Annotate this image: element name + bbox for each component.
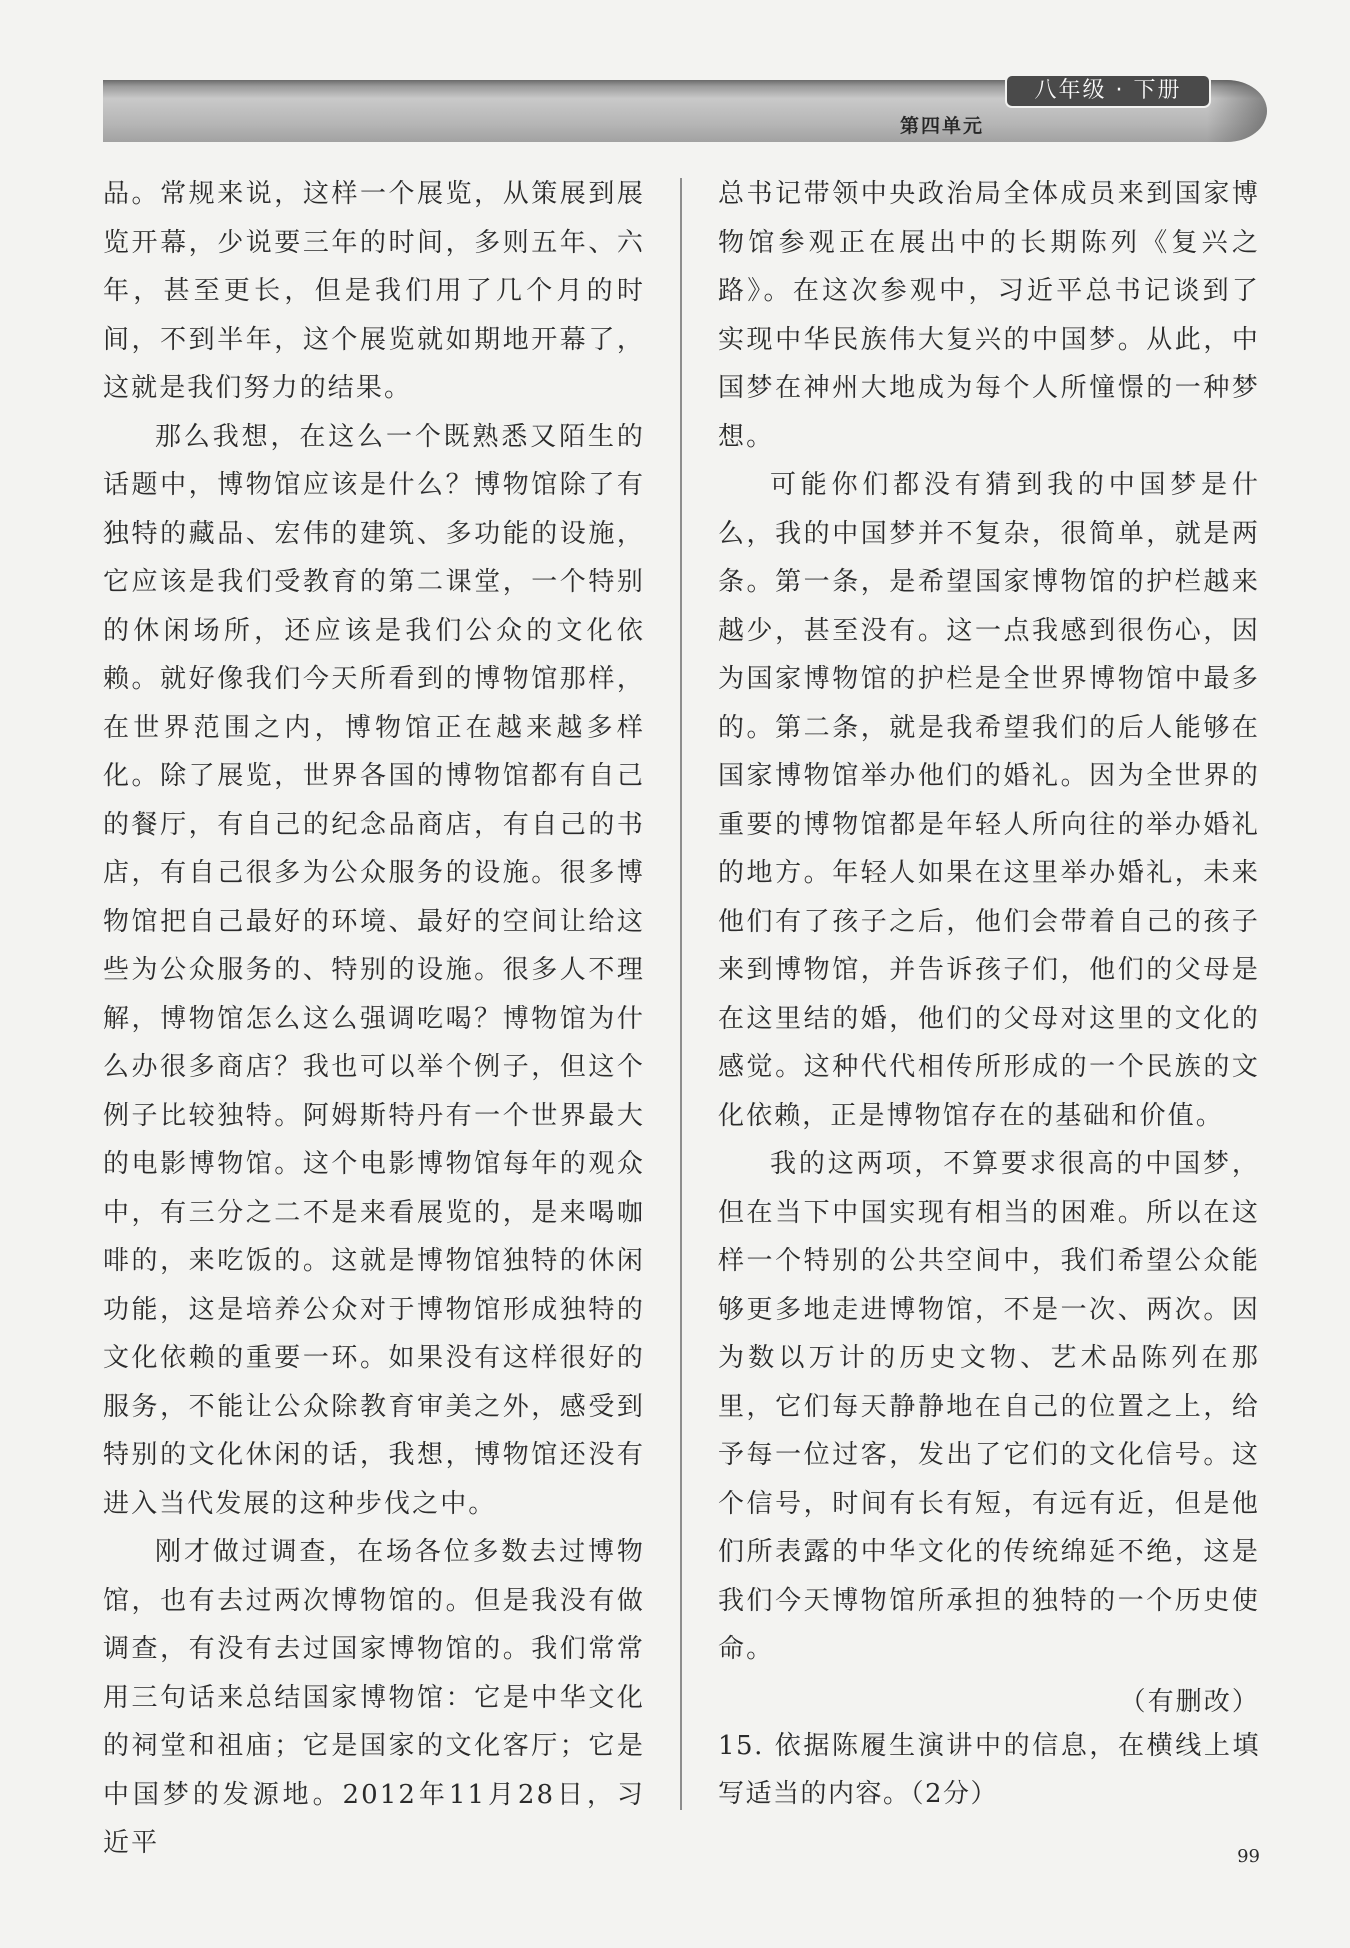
paragraph: 可能你们都没有猜到我的中国梦是什么，我的中国梦并不复杂，很简单，就是两条。第一条，是希望国家博物馆的护栏越来越少，甚至没有。这一点我感到很伤心，因为国家博物馆的护栏是全世界博物馆中最多的。第二条，就是我希望我们的后人能够在国家博物馆举办他们的婚礼。因为全世界的重要的博物馆都是年轻人所向往的举办婚礼的地方。年轻人如果在这里举办婚礼，未来他们有了孩子之后，他们会带着自己的孩子来到博物馆，并告诉孩子们，他们的父母是在这里结的婚，他们的父母对这里的文化的感觉。这种代代相传所形成的一个民族的文化依赖，正是博物馆存在的基础和价值。 bbox=[718, 470, 1260, 1131]
question-15: 15. 依据陈履生演讲中的信息，在横线上填写适当的内容。（2分） bbox=[718, 1731, 1260, 1809]
source-note: （有删改） bbox=[1119, 1686, 1260, 1717]
paragraph: 那么我想，在这么一个既熟悉又陌生的话题中，博物馆应该是什么？博物馆除了有独特的藏品、宏伟的建筑、多功能的设施，它应该是我们受教育的第二课堂，一个特别的休闲场所，还应该是我们公众的文化依赖。就好像我们今天所看到的博物馆那样，在世界范围之内，博物馆正在越来越多样化。除了展览，世界各国的博物馆都有自己的餐厅，有自己的纪念品商店，有自己的书店，有自己很多为公众服务的设施。很多博物馆把自己最好的环境、最好的空间让给这些为公众服务的、特别的设施。很多人不理解，博物馆怎么这么强调吃喝？博物馆为什么办很多商店？我也可以举个例子，但这个例子比较独特。阿姆斯特丹有一个世界最大的电影博物馆。这个电影博物馆每年的观众中，有三分之二不是来看展览的，是来喝咖啡的，来吃饭的。这就是博物馆独特的休闲功能，这是培养公众对于博物馆形成独特的文化依赖的重要一环。如果没有这样很好的服务，不能让公众除教育审美之外，感受到特别的文化休闲的话，我想，博物馆还没有进入当代发展的这种步伐之中。 bbox=[103, 421, 645, 1519]
paragraph: 刚才做过调查，在场各位多数去过博物馆，也有去过两次博物馆的。但是我没有做调查，有没有去过国家博物馆的。我们常常用三句话来总结国家博物馆：它是中华文化的祠堂和祖庙；它是国家的文化客厅；它是中国梦的发源地。2012年11月28日，习近平 bbox=[103, 1537, 645, 1858]
unit-label: 第四单元 bbox=[900, 115, 985, 137]
left-column bbox=[103, 170, 645, 1868]
page-number: 99 bbox=[1237, 1846, 1260, 1867]
paragraph: 总书记带领中央政治局全体成员来到国家博物馆参观正在展出中的长期陈列《复兴之路》。在这次参观中，习近平总书记谈到了实现中华民族伟大复兴的中国梦。从此，中国梦在神州大地成为每个人所憧憬的一种梦想。 bbox=[718, 179, 1260, 452]
paragraph: 我的这两项，不算要求很高的中国梦，但在当下中国实现有相当的困难。所以在这样一个特别的公共空间中，我们希望公众能够更多地走进博物馆，不是一次、两次。因为数以万计的历史文物、艺术品陈列在那里，它们每天静静地在自己的位置之上，给予每一位过客，发出了它们的文化信号。这个信号，时间有长有短，有远有近，但是他们所表露的中华文化的传统绵延不绝，这是我们今天博物馆所承担的独特的一个历史使命。 bbox=[718, 1149, 1260, 1664]
column-divider bbox=[680, 178, 682, 1810]
grade-tag: 八年级 · 下册 bbox=[1005, 74, 1211, 108]
right-column bbox=[718, 170, 1260, 1726]
paragraph: 品。常规来说，这样一个展览，从策展到展览开幕，少说要三年的时间，多则五年、六年，甚至更长，但是我们用了几个月的时间，不到半年，这个展览就如期地开幕了，这就是我们努力的结果。 bbox=[103, 179, 645, 403]
